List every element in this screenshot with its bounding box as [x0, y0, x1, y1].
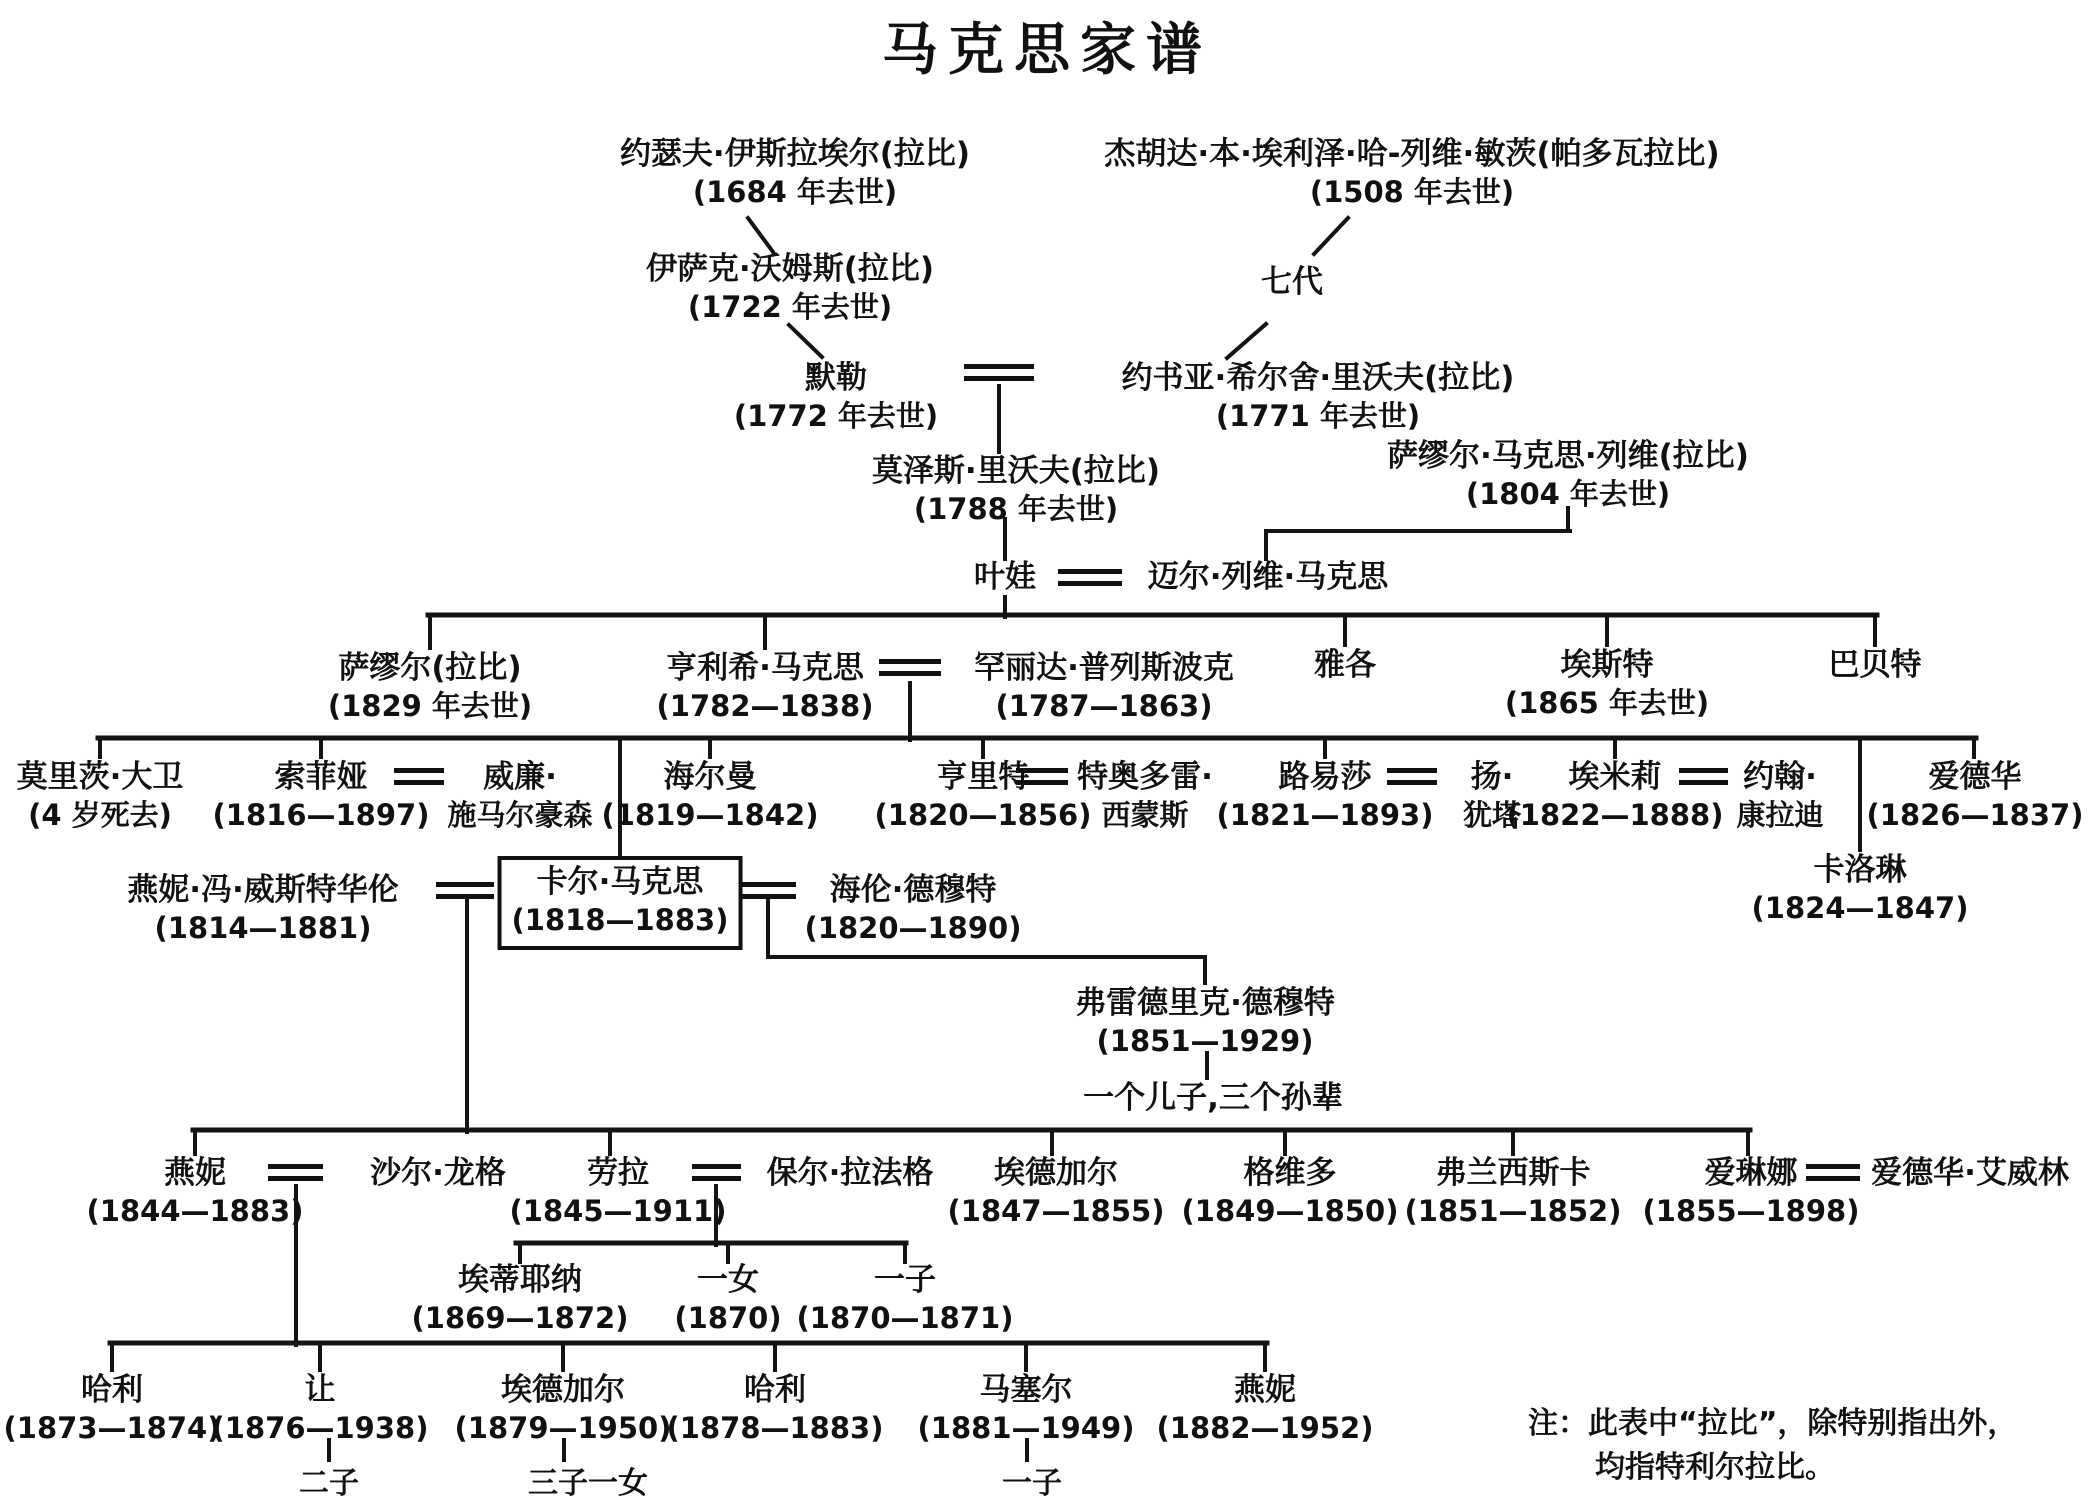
- person-name: 约书亚·希尔舍·里沃夫(拉比): [1121, 360, 1515, 396]
- marriage-symbol-laura-paul: [692, 1164, 741, 1181]
- person-name: 马塞尔: [979, 1372, 1073, 1408]
- person-name: 沙尔·龙格: [370, 1155, 506, 1191]
- person-name: 特奥多雷·: [1077, 759, 1213, 795]
- person-node-moses: [872, 451, 1160, 527]
- person-node-edward-aveling: [1871, 1153, 2069, 1193]
- person-dates: (1876—1938): [211, 1411, 429, 1445]
- person-dates: (1855—1898): [1642, 1194, 1860, 1228]
- person-node-one-daughter: [674, 1260, 781, 1336]
- person-name: 埃蒂耶纳: [458, 1262, 582, 1298]
- person-node-johann: [1736, 757, 1823, 833]
- person-node-jacob: [1314, 645, 1376, 685]
- person-node-etienne: [412, 1260, 629, 1336]
- person-name: 雅各: [1314, 647, 1376, 683]
- person-node-moritz-david: [17, 757, 184, 833]
- person-name: 埃德加尔: [994, 1155, 1118, 1191]
- person-node-samuel-rabbi: [328, 648, 532, 724]
- person-dates: (1851—1852): [1404, 1194, 1622, 1228]
- generation-bus-lines: [98, 615, 1976, 1343]
- person-node-wilhelm: [447, 757, 592, 833]
- person-name: 约瑟夫·伊斯拉埃尔(拉比): [619, 136, 971, 172]
- footnote-line1: 注：此表中“拉比”，除特别指出外，: [1528, 1406, 2018, 1441]
- person-name: 亨利希·马克思: [666, 650, 864, 686]
- person-name: 一子: [874, 1262, 936, 1298]
- person-dates: (1879—1950): [454, 1411, 672, 1445]
- person-name: 海伦·德穆特: [829, 872, 997, 908]
- marriage-symbol-karl-helene: [740, 882, 796, 899]
- person-node-edgar-marx: [948, 1153, 1165, 1229]
- person-node-caroline: [1752, 850, 1969, 926]
- person-name: 杰胡达·本·埃利泽·哈-列维·敏茨(帕多瓦拉比): [1104, 136, 1720, 172]
- children-note-edgar-longuet: 三子一女: [528, 1466, 648, 1500]
- person-name-line2: 犹塔: [1462, 798, 1522, 832]
- person-name: 一女: [696, 1262, 759, 1298]
- person-node-babette: [1829, 645, 1922, 685]
- person-node-isaak: [646, 249, 934, 325]
- person-node-joshua: [1122, 358, 1515, 434]
- person-node-charles-longuet: [370, 1153, 506, 1193]
- person-node-eva: [974, 557, 1036, 597]
- marriage-symbol-emily-johann: [1679, 768, 1728, 785]
- person-name: 索菲娅: [274, 759, 368, 795]
- person-node-harry1: [4, 1370, 221, 1446]
- person-node-franziska: [1405, 1153, 1622, 1229]
- person-name: 燕妮: [1234, 1372, 1296, 1408]
- person-dates: (1870): [674, 1301, 782, 1335]
- person-dates: (1873—1874): [3, 1411, 221, 1445]
- person-dates: (1816—1897): [212, 798, 430, 832]
- person-dates: (1722 年去世): [687, 290, 893, 324]
- person-node-esther: [1505, 645, 1709, 721]
- person-dates: (1821—1893): [1216, 798, 1434, 832]
- person-dates: (1844—1883): [86, 1194, 304, 1228]
- person-name: 卡洛琳: [1813, 852, 1907, 888]
- marriage-symbol-moller-joshua: [964, 364, 1034, 381]
- person-node-paul-lafargue: [767, 1153, 934, 1193]
- person-name: 哈利: [744, 1372, 806, 1408]
- person-node-eduard: [1867, 757, 2084, 833]
- person-name: 海尔曼: [663, 759, 757, 795]
- person-name: 莫泽斯·里沃夫(拉比): [871, 453, 1161, 489]
- person-dates: (1865 年去世): [1504, 686, 1710, 720]
- person-dates: (1814—1881): [154, 911, 372, 945]
- person-dates: (1788 年去世): [913, 492, 1119, 526]
- person-name: 迈尔·列维·马克思: [1147, 559, 1389, 595]
- person-dates: (1820—1856): [874, 798, 1092, 832]
- person-node-harry2: [667, 1370, 884, 1446]
- person-dates: (1822—1888): [1506, 798, 1724, 832]
- person-node-joseph: [620, 134, 970, 210]
- person-name: 亨里特: [936, 759, 1030, 795]
- person-dates: (1882—1952): [1156, 1411, 1374, 1445]
- person-node-jean: [212, 1370, 429, 1446]
- person-name: 罕丽达·普列斯波克: [974, 650, 1234, 686]
- marriage-symbol-jenny-karl: [436, 882, 494, 899]
- person-name: 哈利: [81, 1372, 143, 1408]
- person-name: 埃德加尔: [501, 1372, 625, 1408]
- descendants-label: 一个儿子,三个孙辈: [1083, 1080, 1343, 1116]
- person-node-helene-demuth: [805, 870, 1022, 946]
- person-node-marcel: [918, 1370, 1135, 1446]
- descendants-note: [1083, 1078, 1343, 1118]
- person-dates: (1787—1863): [995, 689, 1213, 723]
- person-name: 萨缪尔·马克思·列维(拉比): [1387, 438, 1749, 474]
- person-dates: (1824—1847): [1751, 891, 1969, 925]
- person-node-edgar-longuet: [455, 1370, 672, 1446]
- person-name: 弗兰西斯卡: [1435, 1155, 1591, 1191]
- marriage-symbol-sophia-wilhelm: [394, 768, 444, 785]
- child-drop-lines: [100, 615, 1974, 1370]
- marriage-symbol-jenny-charles: [268, 1164, 323, 1181]
- person-dates: (1845—1911): [509, 1194, 727, 1228]
- person-node-heinrich: [657, 648, 874, 724]
- marriage-symbol-louisa-jan: [1387, 768, 1437, 785]
- page-title: 马克思家谱: [882, 18, 1212, 83]
- person-name: 爱德华: [1928, 759, 2022, 795]
- person-node-samuel-marx-levi: [1387, 436, 1749, 512]
- person-node-hermann: [602, 757, 819, 833]
- person-dates: (1508 年去世): [1309, 175, 1515, 209]
- person-dates: (1829 年去世): [327, 689, 533, 723]
- generation-marker-seven: [1261, 262, 1323, 302]
- person-dates: (1847—1855): [947, 1194, 1165, 1228]
- person-node-jenny-westphalen: [127, 870, 399, 946]
- person-name: 伊萨克·沃姆斯(拉比): [645, 251, 935, 287]
- person-name: 埃斯特: [1560, 647, 1654, 683]
- person-dates: (1772 年去世): [733, 399, 939, 433]
- person-name-line2: 康拉迪: [1736, 798, 1824, 832]
- person-node-guido: [1182, 1153, 1399, 1229]
- person-dates: (1782—1838): [656, 689, 874, 723]
- children-note-marcel: 一子: [1002, 1466, 1062, 1500]
- person-name: 路易莎: [1278, 759, 1372, 795]
- person-name: 燕妮: [164, 1155, 226, 1191]
- person-name: 莫里茨·大卫: [16, 759, 184, 795]
- marriage-symbol-henriette2-theodore: [1016, 768, 1068, 785]
- person-dates: (1881—1949): [917, 1411, 1135, 1445]
- person-name: 爱琳娜: [1704, 1155, 1798, 1191]
- person-node-moller: [734, 358, 938, 434]
- person-name: 叶娃: [974, 559, 1036, 595]
- person-node-karl-marx: [498, 856, 743, 950]
- person-dates: (1849—1850): [1181, 1194, 1399, 1228]
- marriage-symbol-eva-meier: [1058, 569, 1122, 586]
- person-name: 巴贝特: [1828, 647, 1922, 683]
- person-dates: (1878—1883): [666, 1411, 884, 1445]
- person-name: 保尔·拉法格: [766, 1155, 934, 1191]
- person-node-jehuda: [1104, 134, 1719, 210]
- person-dates: (1869—1872): [411, 1301, 629, 1335]
- marriage-symbol-eleanor-edward: [1806, 1164, 1860, 1181]
- person-dates: (4 岁死去): [28, 798, 172, 832]
- person-dates: (1870—1871): [796, 1301, 1014, 1335]
- person-name-line2: 施马尔豪森: [447, 798, 593, 832]
- person-node-henriette-pressburg: [974, 648, 1234, 724]
- person-name: 埃米莉: [1568, 759, 1662, 795]
- person-node-frederick-demuth: [1075, 983, 1335, 1059]
- marker-label: 七代: [1261, 264, 1323, 300]
- person-name: 约翰·: [1743, 759, 1817, 795]
- person-name-line2: 西蒙斯: [1101, 798, 1189, 832]
- person-dates: (1851—1929): [1096, 1024, 1314, 1058]
- marriage-symbol-heinrich-henriette: [879, 659, 941, 676]
- person-name: 爱德华·艾威林: [1871, 1155, 2069, 1191]
- person-name: 劳拉: [587, 1155, 649, 1191]
- person-dates: (1820—1890): [804, 911, 1022, 945]
- person-dates: (1826—1837): [1866, 798, 2084, 832]
- person-node-one-son: [797, 1260, 1014, 1336]
- person-name: 默勒: [804, 360, 867, 396]
- children-note-jean: 二子: [299, 1466, 359, 1500]
- person-node-jenny-longuet: [1157, 1370, 1374, 1446]
- person-name: 让: [304, 1372, 336, 1408]
- person-name: 威廉·: [483, 759, 557, 795]
- person-name: 扬·: [1470, 759, 1514, 795]
- person-dates: (1771 年去世): [1215, 399, 1421, 433]
- person-name: 格维多: [1243, 1155, 1337, 1191]
- person-name: 卡尔·马克思: [536, 864, 704, 900]
- footnote-line2: 均指特利尔拉比。: [1595, 1450, 1835, 1485]
- person-name: 萨缪尔(拉比): [338, 650, 522, 686]
- person-dates: (1819—1842): [601, 798, 819, 832]
- person-dates: (1804 年去世): [1465, 477, 1671, 511]
- person-node-theodore: [1077, 757, 1213, 833]
- person-dates: (1818—1883): [511, 903, 729, 937]
- person-dates: (1684 年去世): [692, 175, 898, 209]
- person-name: 弗雷德里克·德穆特: [1075, 985, 1335, 1021]
- person-name: 燕妮·冯·威斯特华伦: [127, 872, 399, 908]
- person-node-meier: [1148, 557, 1389, 597]
